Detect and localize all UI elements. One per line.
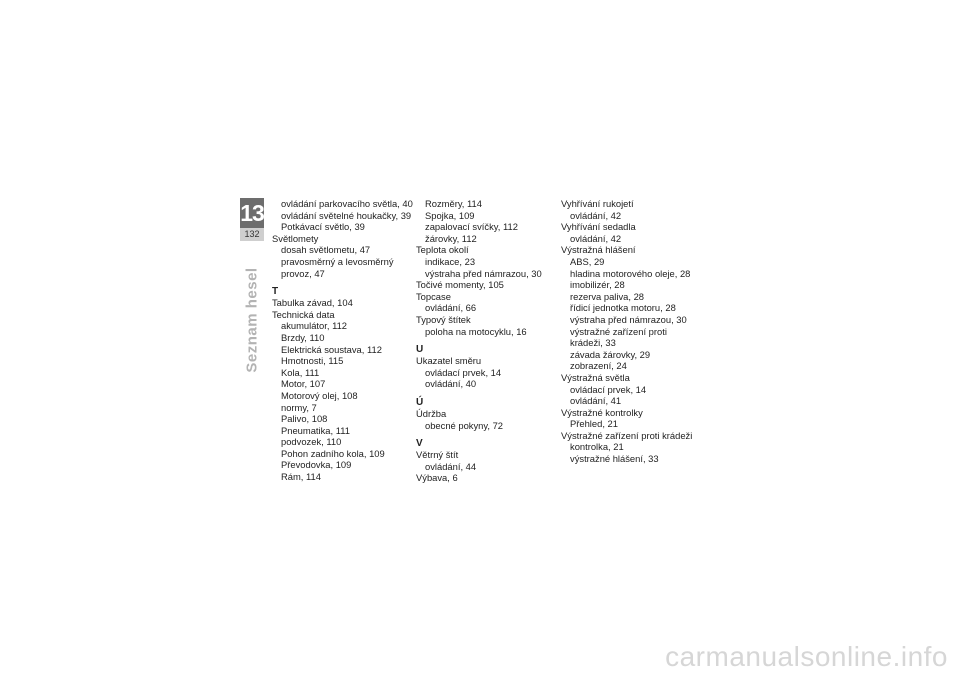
index-entry: Vyhřívání sedadla xyxy=(561,221,636,233)
index-subentry: výstraha před námrazou, 30 xyxy=(570,313,687,325)
index-subentry: ovládání, 40 xyxy=(425,378,477,390)
section-title: Seznam hesel xyxy=(243,267,261,373)
index-subentry: kontrolka, 21 xyxy=(570,441,624,453)
index-entry: Výbava, 6 xyxy=(416,472,458,484)
index-entry: Vyhřívání rukojetí xyxy=(561,198,634,209)
index-subentry: imobilizér, 28 xyxy=(570,279,625,291)
index-entry: Výstražná světla xyxy=(561,371,630,383)
index-entry: Tabulka závad, 104 xyxy=(272,297,353,309)
index-subentry: Kola, 111 xyxy=(281,366,320,378)
index-subentry: Převodovka, 109 xyxy=(281,459,352,471)
index-entry: Ukazatel směru xyxy=(416,355,482,367)
index-subentry: dosah světlometu, 47 xyxy=(281,244,371,256)
index-subentry: Pohon zadního kola, 109 xyxy=(281,447,385,459)
index-entry: Teplota okolí xyxy=(416,244,469,256)
index-subentry: výstražné hlášení, 33 xyxy=(570,453,659,465)
index-subentry: Motor, 107 xyxy=(281,378,326,390)
index-subentry: Brzdy, 110 xyxy=(281,331,325,343)
index-column-2 xyxy=(416,198,556,484)
index-entry: Točivé momenty, 105 xyxy=(416,279,504,291)
index-subentry: Motorový olej, 108 xyxy=(281,389,358,401)
index-letter-heading: Ú xyxy=(416,396,424,408)
index-entry: Technická data xyxy=(272,308,335,320)
index-subentry: Potkávací světlo, 39 xyxy=(281,221,365,233)
index-subentry: Přehled, 21 xyxy=(570,418,618,430)
index-subentry: výstraha před námrazou, 30 xyxy=(425,267,542,279)
index-subentry: krádeži, 33 xyxy=(570,337,616,349)
index-subentry: závada žárovky, 29 xyxy=(570,348,651,360)
index-subentry: Palivo, 108 xyxy=(281,413,328,425)
page-number: 132 xyxy=(240,228,264,241)
index-entry: Výstražná hlášení xyxy=(561,244,636,256)
index-subentry: výstražné zařízení proti xyxy=(570,325,667,337)
index-subentry: řídicí jednotka motoru, 28 xyxy=(570,302,676,314)
index-subentry: ovládání světelné houkačky, 39 xyxy=(281,209,412,221)
index-subentry: zapalovací svíčky, 112 xyxy=(425,221,518,233)
index-subentry: normy, 7 xyxy=(281,401,317,413)
index-letter-heading: U xyxy=(416,344,424,356)
index-subentry: ovládání, 42 xyxy=(570,209,622,221)
index-subentry: pravosměrný a levosměrný xyxy=(281,255,394,267)
chapter-number: 13 xyxy=(240,200,264,226)
index-subentry: podvozek, 110 xyxy=(281,436,342,448)
index-entry: Větrný štít xyxy=(416,449,459,461)
index-subentry: provoz, 47 xyxy=(281,267,325,279)
watermark-text: carmanualsonline.info xyxy=(665,641,948,672)
index-subentry: Elektrická soustava, 112 xyxy=(281,343,382,355)
index-subentry: rezerva paliva, 28 xyxy=(570,290,644,302)
index-subentry: ovládání, 66 xyxy=(425,302,477,314)
index-subentry: ovládání, 44 xyxy=(425,460,477,472)
index-subentry: Hmotnosti, 115 xyxy=(281,355,344,367)
index-letter-heading: T xyxy=(272,286,279,298)
index-subentry: zobrazení, 24 xyxy=(570,360,627,372)
index-subentry: ovládací prvek, 14 xyxy=(570,383,647,395)
index-entry: Údržba xyxy=(416,407,447,419)
index-entry: Topcase xyxy=(416,290,451,302)
index-subentry: ovládání, 42 xyxy=(570,232,622,244)
index-entry: Typový štítek xyxy=(416,313,471,325)
index-subentry: akumulátor, 112 xyxy=(281,320,348,332)
index-subentry: Spojka, 109 xyxy=(425,209,475,221)
index-subentry: hladina motorového oleje, 28 xyxy=(570,267,691,279)
chapter-tab xyxy=(240,198,264,241)
index-subentry: Pneumatika, 111 xyxy=(281,424,350,436)
index-letter-heading: V xyxy=(416,438,423,450)
index-subentry: obecné pokyny, 72 xyxy=(425,419,504,431)
index-subentry: ABS, 29 xyxy=(570,255,605,267)
index-subentry: ovládání parkovacího světla, 40 xyxy=(281,198,413,209)
index-subentry: ovládání, 41 xyxy=(570,395,622,407)
index-subentry: ovládací prvek, 14 xyxy=(425,366,502,378)
index-entry: Světlomety xyxy=(272,232,319,244)
index-subentry: indikace, 23 xyxy=(425,255,476,267)
index-column-3 xyxy=(561,198,701,465)
index-subentry: poloha na motocyklu, 16 xyxy=(425,325,527,337)
index-subentry: Rám, 114 xyxy=(281,471,321,483)
index-entry: Výstražné zařízení proti krádeži xyxy=(561,429,693,441)
index-entry: Výstražné kontrolky xyxy=(561,406,643,418)
index-subentry: žárovky, 112 xyxy=(425,232,477,244)
index-subentry: Rozměry, 114 xyxy=(425,198,482,209)
index-column-1 xyxy=(272,198,413,483)
